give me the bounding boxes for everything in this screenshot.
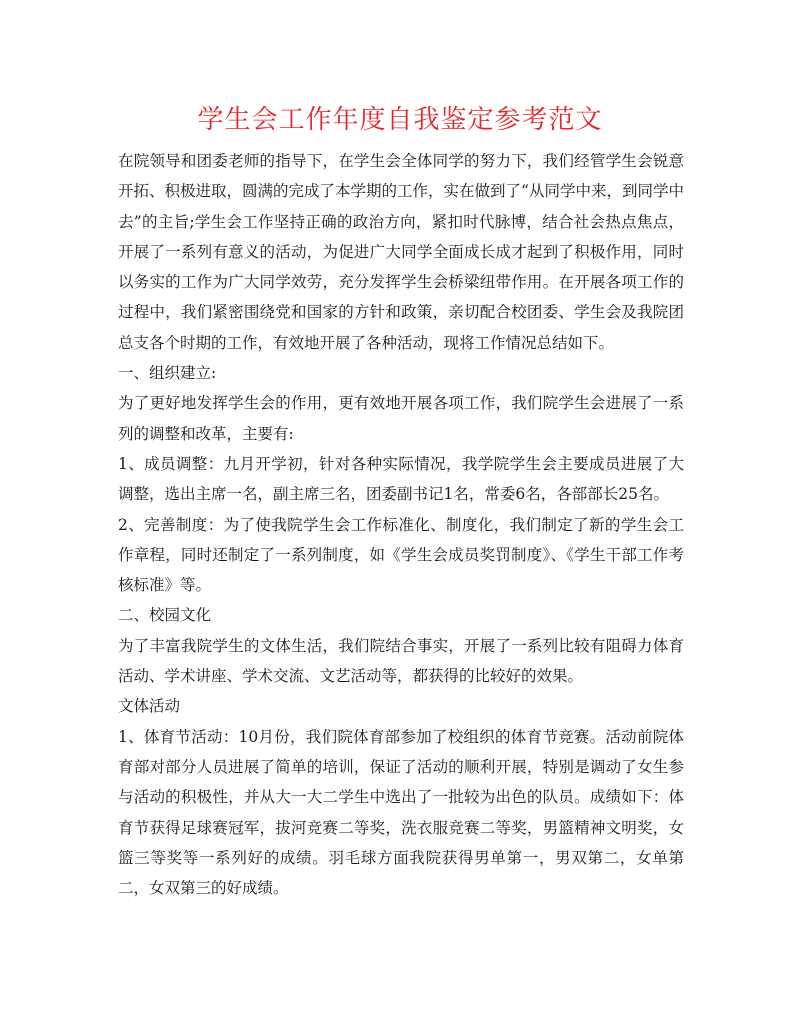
paragraph-intro: 在院领导和团委老师的指导下，在学生会全体同学的努力下，我们经管学生会锐意开拓、积极进取，圆满的完成了本学期的工作，实在做到了“从同学中来，到同学中去”的主旨;学生会工作坚持正确的政治方向，紧扣时代脉博，结合社会热点焦点，开展了一系列有意义的活动，为促进广大同学全面成长成才起到了积极作用，同时以务实的工作为广大同学效劳，充分发挥学生会桥梁纽带作用。在开展各项工作的过程中，我们紧密围绕党和国家的方针和政策，亲切配合校团委、学生会及我院团总支各个时期的工作，有效地开展了各种活动，现将工作情况总结如下。 — [118, 152, 684, 352]
document-body — [118, 146, 684, 903]
paragraph-system-improvement: 2、完善制度：为了使我院学生会工作标准化、制度化，我们制定了新的学生会工作章程，同时还制定了一系列制度，如《学生会成员奖罚制度》、《学生干部工作考核标准》等。 — [118, 515, 684, 595]
section-heading-organization: 一、组织建立: — [118, 364, 217, 383]
paragraph-campus-culture: 为了丰富我院学生的文体生活，我们院结合事实，开展了一系列比较有阻碍力体育活动、学术讲座、学术交流、文艺活动等，都获得的比较好的效果。 — [118, 636, 684, 686]
paragraph-member-adjustment: 1、成员调整：九月开学初，针对各种实际情况，我学院学生会主要成员进展了大调整，选出主席一名，副主席三名，团委副书记1名，常委6名，各部部长25名。 — [118, 454, 684, 504]
paragraph-sports-festival: 1、体育节活动：10月份，我们院体育部参加了校组织的体育节竞赛。活动前院体育部对部分人员进展了简单的培训，保证了活动的顺利开展，特别是调动了女生参与活动的积极性，并从大一大二学生中选出了一批较为出色的队员。成绩如下：体育节获得足球赛冠军，拔河竞赛二等奖，洗衣服竞赛二等奖，男篮精神文明奖，女篮三等奖等一系列好的成绩。羽毛球方面我院获得男单第一，男双第二，女单第二，女双第三的好成绩。 — [118, 727, 684, 898]
subheading-sports-activities: 文体活动 — [118, 697, 181, 716]
paragraph-organization: 为了更好地发挥学生会的作用，更有效地开展各项工作，我们院学生会进展了一系列的调整和改革，主要有: — [118, 394, 684, 443]
section-heading-campus-culture: 二、校园文化 — [118, 606, 212, 625]
document-title: 学生会工作年度自我鉴定参考范文 — [197, 105, 603, 135]
